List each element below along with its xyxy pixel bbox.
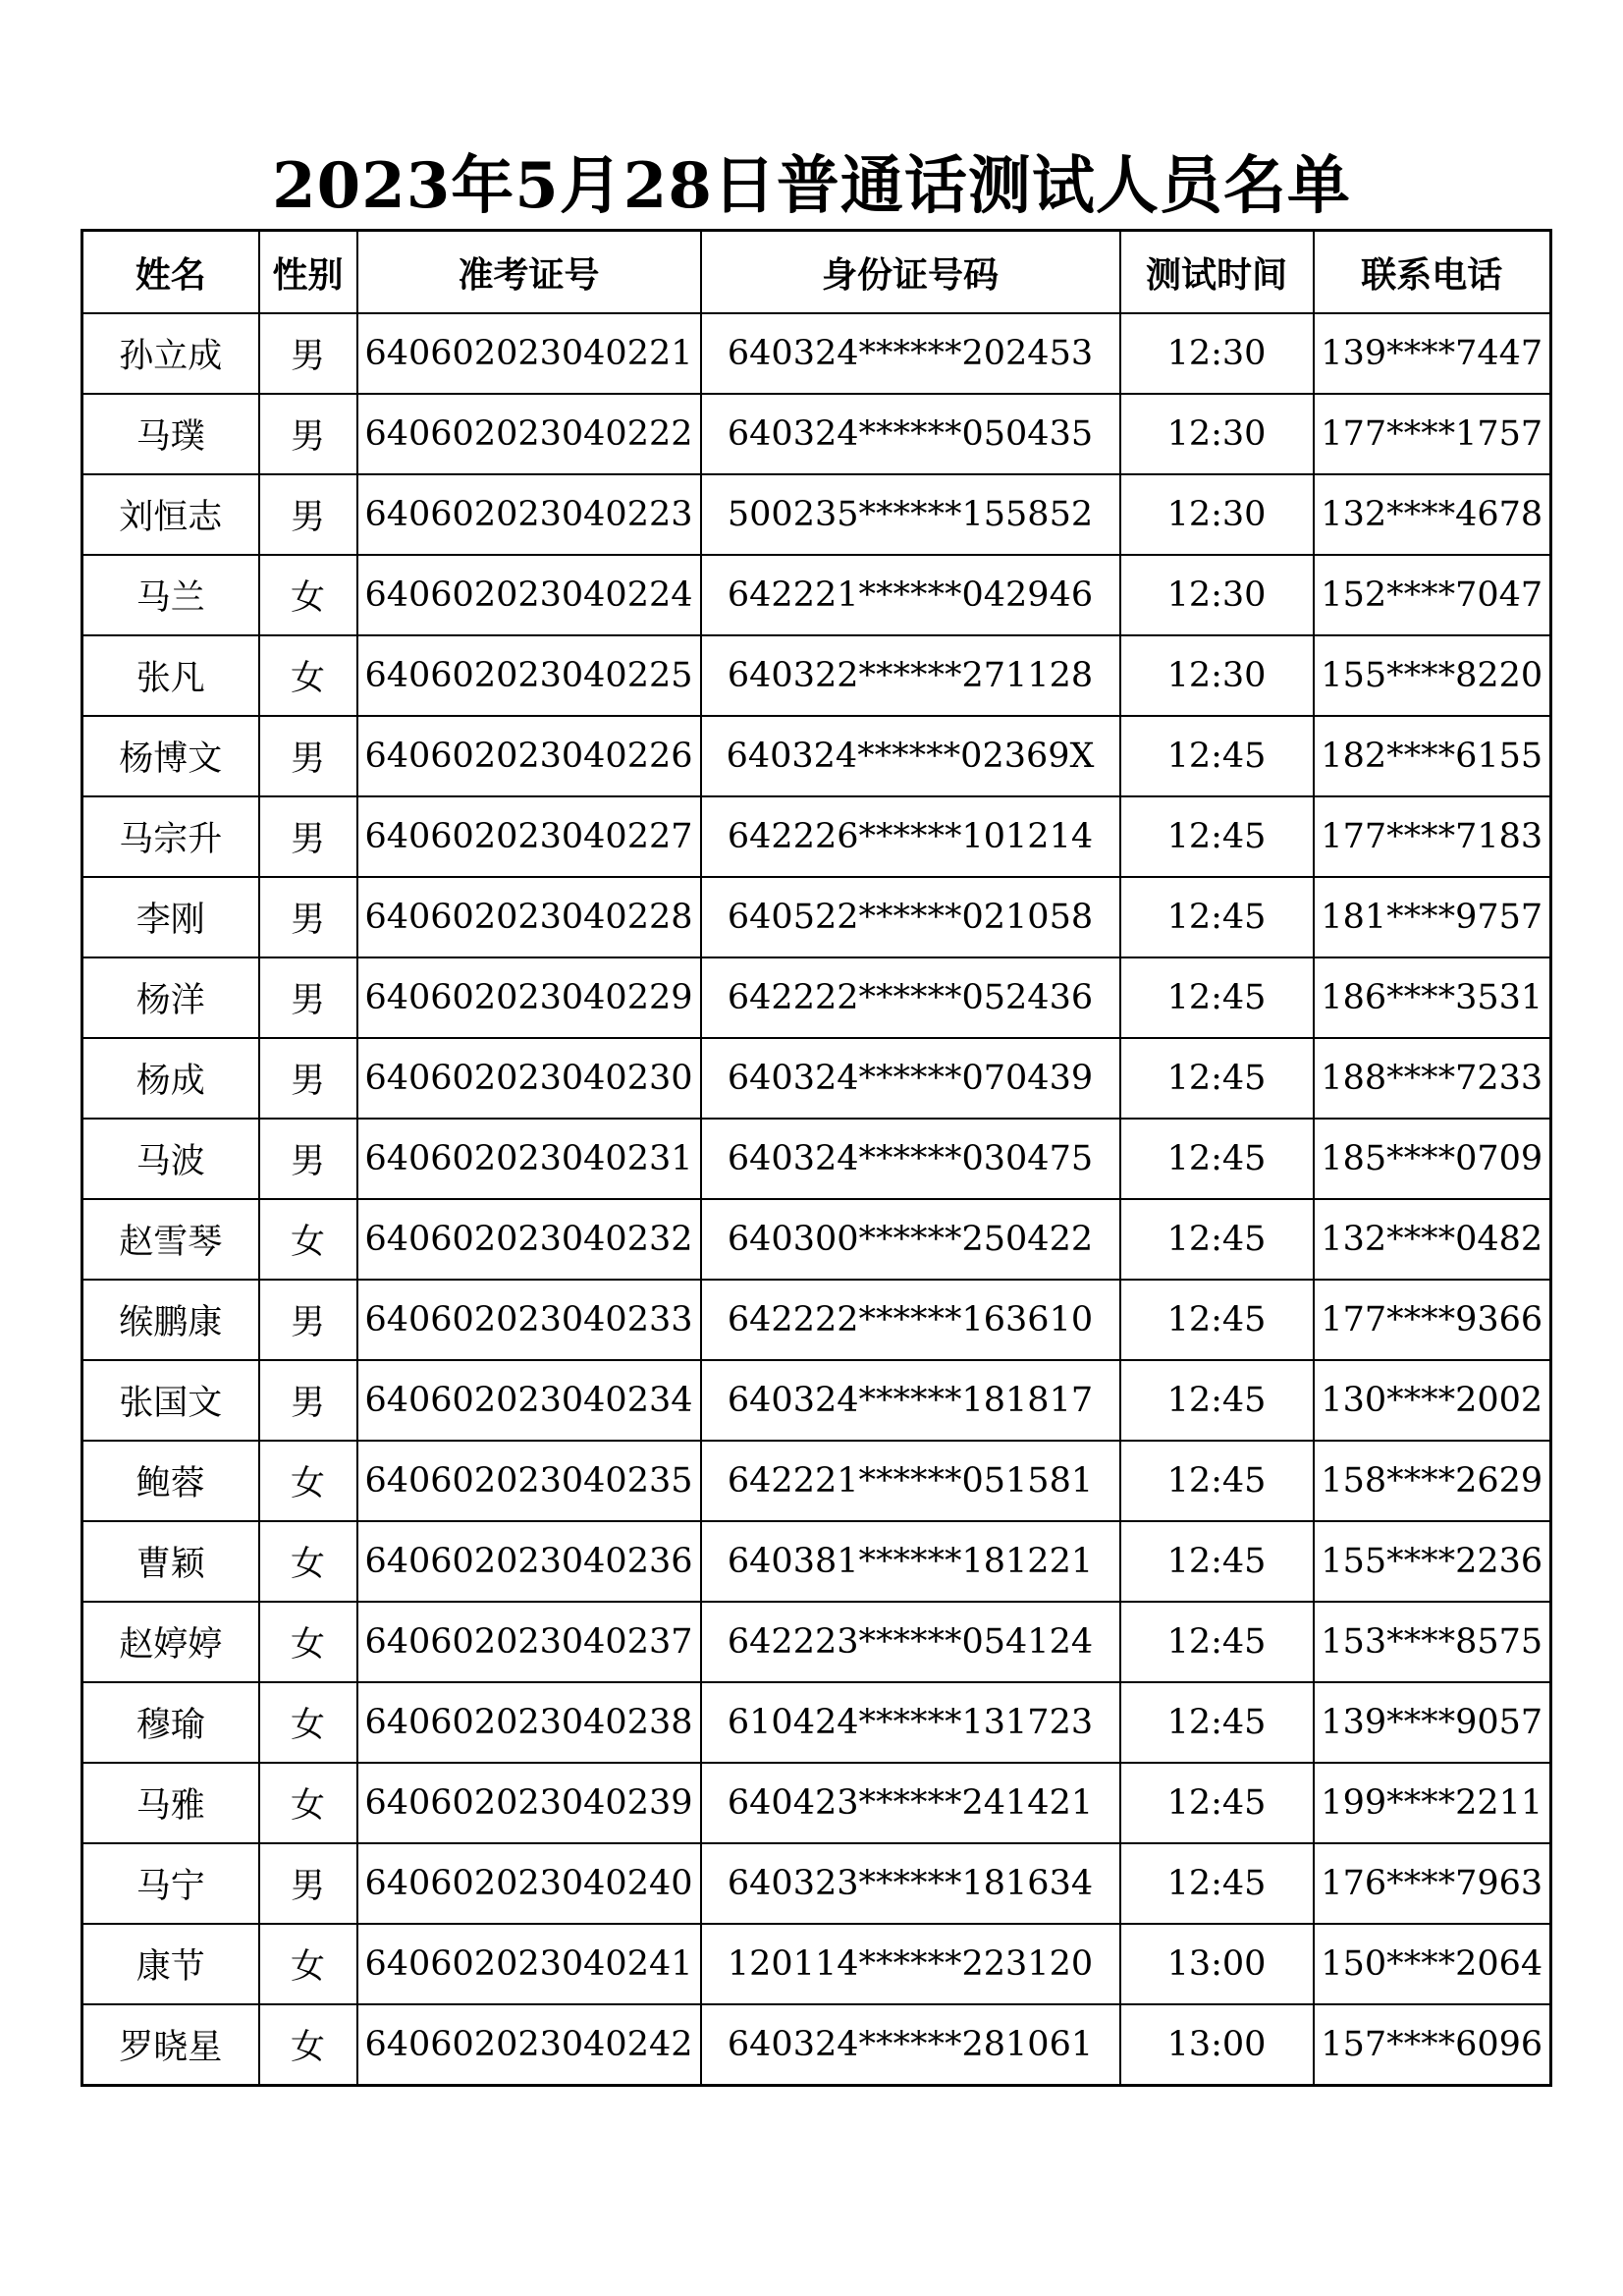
table-row: [82, 1119, 1551, 1199]
table-row: [82, 1682, 1551, 1763]
table-row: [82, 1280, 1551, 1360]
cell-exam-no: 640602023040222: [357, 394, 701, 474]
header-exam-no: 准考证号: [357, 231, 701, 314]
cell-test-time: 12:45: [1120, 1521, 1314, 1602]
cell-exam-no: 640602023040241: [357, 1924, 701, 2004]
cell-phone: 139****9057: [1314, 1682, 1551, 1763]
cell-name: 康节: [82, 1924, 259, 2004]
cell-id-no: 642222******052436: [701, 957, 1120, 1038]
cell-gender: 女: [259, 635, 357, 716]
cell-name: 马波: [82, 1119, 259, 1199]
cell-id-no: 640322******271128: [701, 635, 1120, 716]
cell-id-no: 640324******050435: [701, 394, 1120, 474]
table-row: [82, 555, 1551, 635]
cell-phone: 139****7447: [1314, 313, 1551, 394]
cell-phone: 153****8575: [1314, 1602, 1551, 1682]
cell-test-time: 12:30: [1120, 635, 1314, 716]
cell-id-no: 640324******070439: [701, 1038, 1120, 1119]
cell-phone: 157****6096: [1314, 2004, 1551, 2086]
cell-id-no: 640300******250422: [701, 1199, 1120, 1280]
cell-phone: 181****9757: [1314, 877, 1551, 957]
table-row: [82, 1038, 1551, 1119]
header-phone: 联系电话: [1314, 231, 1551, 314]
cell-gender: 男: [259, 313, 357, 394]
cell-phone: 155****8220: [1314, 635, 1551, 716]
cell-test-time: 12:30: [1120, 394, 1314, 474]
cell-test-time: 12:45: [1120, 1360, 1314, 1441]
cell-phone: 186****3531: [1314, 957, 1551, 1038]
cell-gender: 女: [259, 555, 357, 635]
cell-name: 赵婷婷: [82, 1602, 259, 1682]
cell-exam-no: 640602023040238: [357, 1682, 701, 1763]
cell-phone: 188****7233: [1314, 1038, 1551, 1119]
cell-exam-no: 640602023040239: [357, 1763, 701, 1843]
cell-phone: 199****2211: [1314, 1763, 1551, 1843]
cell-id-no: 640423******241421: [701, 1763, 1120, 1843]
cell-exam-no: 640602023040225: [357, 635, 701, 716]
cell-test-time: 12:45: [1120, 1280, 1314, 1360]
cell-test-time: 12:45: [1120, 1682, 1314, 1763]
table-row: [82, 1602, 1551, 1682]
cell-name: 张国文: [82, 1360, 259, 1441]
cell-name: 马宗升: [82, 796, 259, 877]
cell-name: 马兰: [82, 555, 259, 635]
cell-gender: 男: [259, 716, 357, 796]
cell-id-no: 640323******181634: [701, 1843, 1120, 1924]
cell-phone: 158****2629: [1314, 1441, 1551, 1521]
cell-id-no: 642221******042946: [701, 555, 1120, 635]
cell-exam-no: 640602023040226: [357, 716, 701, 796]
cell-name: 马雅: [82, 1763, 259, 1843]
header-id-no: 身份证号码: [701, 231, 1120, 314]
cell-name: 鲍蓉: [82, 1441, 259, 1521]
cell-phone: 185****0709: [1314, 1119, 1551, 1199]
cell-gender: 女: [259, 1521, 357, 1602]
cell-test-time: 12:30: [1120, 313, 1314, 394]
cell-gender: 女: [259, 1924, 357, 2004]
cell-gender: 女: [259, 1199, 357, 1280]
table-row: [82, 313, 1551, 394]
cell-gender: 男: [259, 957, 357, 1038]
cell-name: 李刚: [82, 877, 259, 957]
cell-phone: 150****2064: [1314, 1924, 1551, 2004]
cell-phone: 177****1757: [1314, 394, 1551, 474]
cell-id-no: 642226******101214: [701, 796, 1120, 877]
cell-exam-no: 640602023040242: [357, 2004, 701, 2086]
cell-test-time: 12:45: [1120, 1038, 1314, 1119]
cell-test-time: 13:00: [1120, 1924, 1314, 2004]
table-row: [82, 635, 1551, 716]
cell-name: 刘恒志: [82, 474, 259, 555]
cell-name: 张凡: [82, 635, 259, 716]
cell-gender: 男: [259, 1360, 357, 1441]
roster-table: [81, 229, 1552, 2087]
cell-phone: 155****2236: [1314, 1521, 1551, 1602]
cell-gender: 男: [259, 1280, 357, 1360]
cell-phone: 132****0482: [1314, 1199, 1551, 1280]
table-row: [82, 1441, 1551, 1521]
cell-test-time: 13:00: [1120, 2004, 1314, 2086]
cell-test-time: 12:45: [1120, 1441, 1314, 1521]
cell-id-no: 640324******202453: [701, 313, 1120, 394]
cell-exam-no: 640602023040224: [357, 555, 701, 635]
cell-phone: 176****7963: [1314, 1843, 1551, 1924]
cell-test-time: 12:45: [1120, 1602, 1314, 1682]
cell-id-no: 640381******181221: [701, 1521, 1120, 1602]
cell-id-no: 642223******054124: [701, 1602, 1120, 1682]
table-row: [82, 796, 1551, 877]
cell-exam-no: 640602023040228: [357, 877, 701, 957]
cell-gender: 男: [259, 796, 357, 877]
cell-name: 孙立成: [82, 313, 259, 394]
cell-test-time: 12:45: [1120, 957, 1314, 1038]
cell-test-time: 12:30: [1120, 474, 1314, 555]
cell-test-time: 12:45: [1120, 1843, 1314, 1924]
cell-exam-no: 640602023040235: [357, 1441, 701, 1521]
cell-id-no: 642221******051581: [701, 1441, 1120, 1521]
cell-exam-no: 640602023040231: [357, 1119, 701, 1199]
cell-exam-no: 640602023040230: [357, 1038, 701, 1119]
cell-name: 缑鹏康: [82, 1280, 259, 1360]
cell-gender: 女: [259, 2004, 357, 2086]
cell-phone: 177****9366: [1314, 1280, 1551, 1360]
cell-phone: 152****7047: [1314, 555, 1551, 635]
cell-gender: 男: [259, 394, 357, 474]
cell-gender: 男: [259, 1119, 357, 1199]
document-title: 2023年5月28日普通话测试人员名单: [272, 149, 1351, 223]
cell-gender: 男: [259, 877, 357, 957]
cell-id-no: 640522******021058: [701, 877, 1120, 957]
cell-name: 杨成: [82, 1038, 259, 1119]
cell-id-no: 640324******030475: [701, 1119, 1120, 1199]
cell-gender: 男: [259, 1038, 357, 1119]
cell-exam-no: 640602023040221: [357, 313, 701, 394]
cell-name: 罗晓星: [82, 2004, 259, 2086]
cell-id-no: 500235******155852: [701, 474, 1120, 555]
cell-exam-no: 640602023040232: [357, 1199, 701, 1280]
cell-id-no: 610424******131723: [701, 1682, 1120, 1763]
cell-exam-no: 640602023040236: [357, 1521, 701, 1602]
cell-exam-no: 640602023040227: [357, 796, 701, 877]
cell-id-no: 120114******223120: [701, 1924, 1120, 2004]
cell-exam-no: 640602023040229: [357, 957, 701, 1038]
cell-test-time: 12:45: [1120, 1119, 1314, 1199]
header-row: [82, 231, 1551, 314]
table-row: [82, 877, 1551, 957]
cell-test-time: 12:45: [1120, 1763, 1314, 1843]
table-row: [82, 1843, 1551, 1924]
cell-gender: 女: [259, 1602, 357, 1682]
cell-exam-no: 640602023040237: [357, 1602, 701, 1682]
header-gender: 性别: [259, 231, 357, 314]
table-row: [82, 474, 1551, 555]
cell-name: 赵雪琴: [82, 1199, 259, 1280]
cell-phone: 132****4678: [1314, 474, 1551, 555]
cell-name: 杨洋: [82, 957, 259, 1038]
cell-exam-no: 640602023040240: [357, 1843, 701, 1924]
cell-phone: 182****6155: [1314, 716, 1551, 796]
header-name: 姓名: [82, 231, 259, 314]
cell-test-time: 12:30: [1120, 555, 1314, 635]
cell-name: 曹颖: [82, 1521, 259, 1602]
table-row: [82, 957, 1551, 1038]
cell-test-time: 12:45: [1120, 796, 1314, 877]
cell-id-no: 640324******281061: [701, 2004, 1120, 2086]
cell-test-time: 12:45: [1120, 1199, 1314, 1280]
table-row: [82, 716, 1551, 796]
cell-name: 穆瑜: [82, 1682, 259, 1763]
cell-gender: 女: [259, 1763, 357, 1843]
cell-id-no: 642222******163610: [701, 1280, 1120, 1360]
cell-id-no: 640324******02369X: [701, 716, 1120, 796]
cell-gender: 女: [259, 1682, 357, 1763]
cell-test-time: 12:45: [1120, 877, 1314, 957]
cell-gender: 男: [259, 1843, 357, 1924]
table-row: [82, 1924, 1551, 2004]
table-row: [82, 2004, 1551, 2086]
cell-phone: 177****7183: [1314, 796, 1551, 877]
table-row: [82, 1360, 1551, 1441]
cell-name: 马璞: [82, 394, 259, 474]
table-row: [82, 394, 1551, 474]
table-row: [82, 1199, 1551, 1280]
cell-name: 马宁: [82, 1843, 259, 1924]
cell-exam-no: 640602023040233: [357, 1280, 701, 1360]
cell-exam-no: 640602023040234: [357, 1360, 701, 1441]
header-test-time: 测试时间: [1120, 231, 1314, 314]
table-row: [82, 1763, 1551, 1843]
cell-test-time: 12:45: [1120, 716, 1314, 796]
cell-gender: 男: [259, 474, 357, 555]
cell-phone: 130****2002: [1314, 1360, 1551, 1441]
cell-exam-no: 640602023040223: [357, 474, 701, 555]
roster-body: [82, 313, 1551, 2086]
table-row: [82, 1521, 1551, 1602]
cell-name: 杨博文: [82, 716, 259, 796]
cell-gender: 女: [259, 1441, 357, 1521]
cell-id-no: 640324******181817: [701, 1360, 1120, 1441]
